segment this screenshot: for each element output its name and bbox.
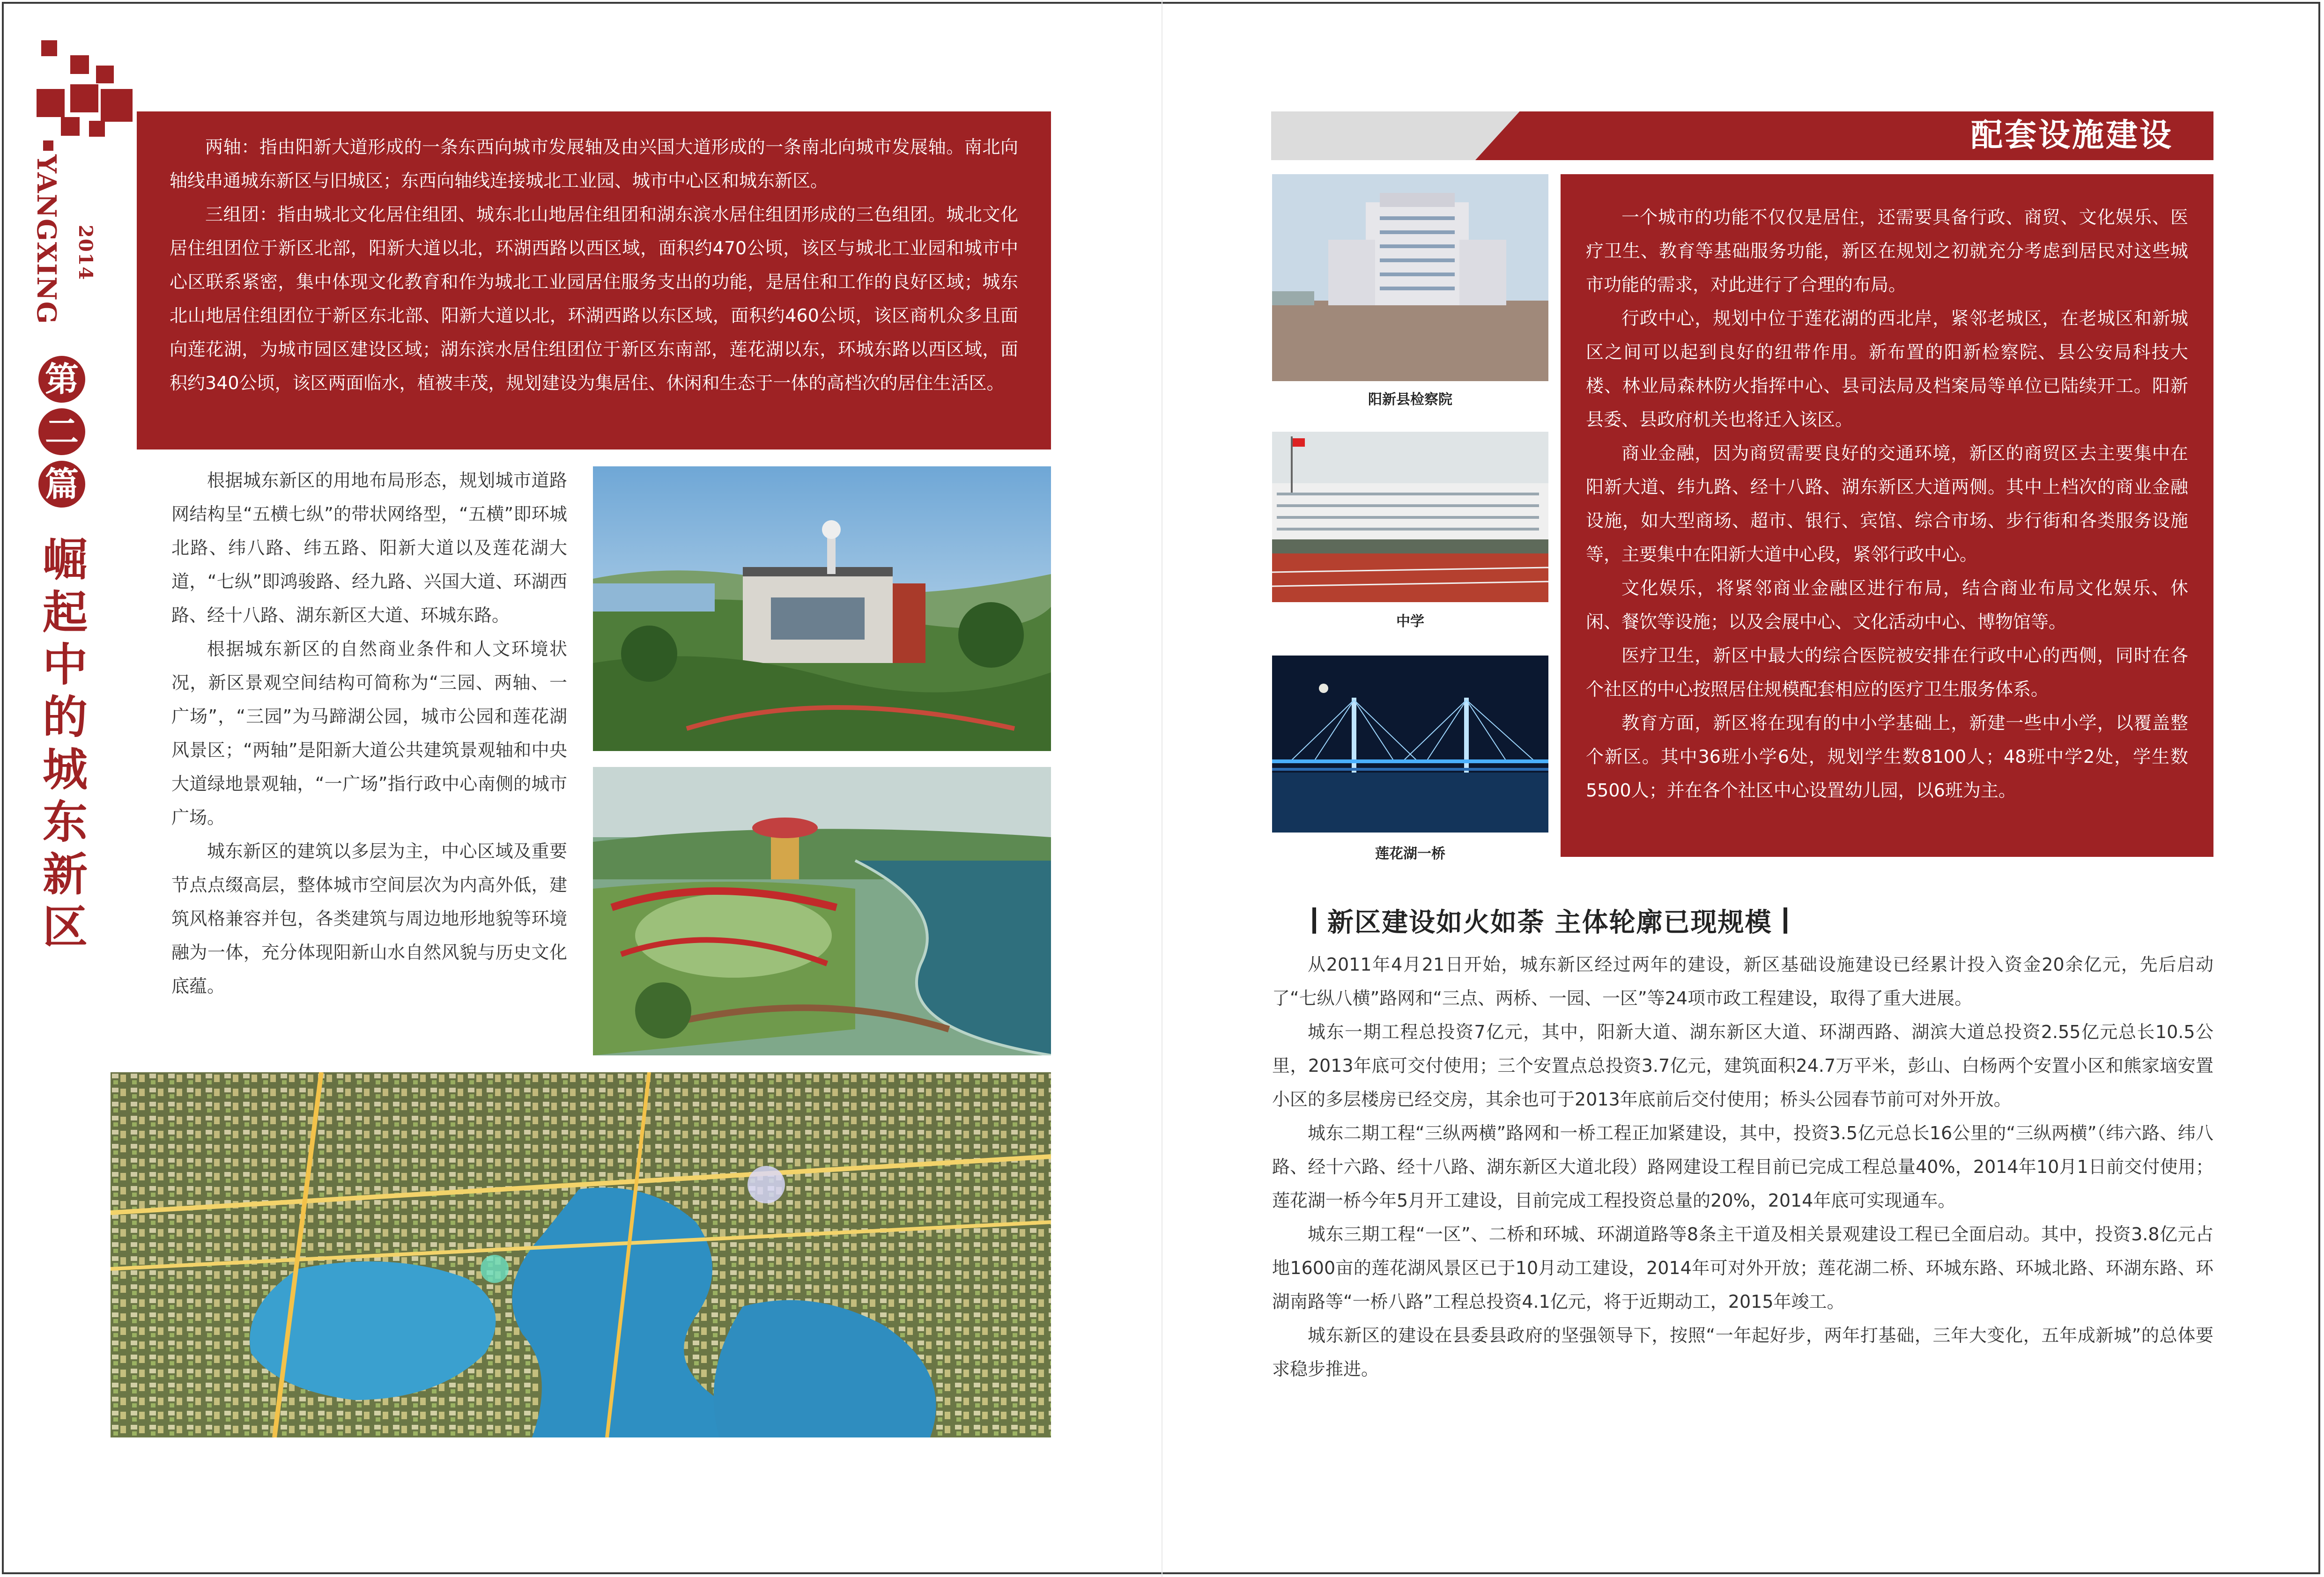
chapter-char: 第 [38, 356, 85, 403]
paragraph: 城东新区的建筑以多层为主，中心区域及重要节点点缀高层，整体城市空间层次为内高外低，建筑风格兼容并包，各类建筑与周边地形地貌等环境融为一体，充分体现阳新山水自然风貌与历史文化底蕴。 [171, 841, 567, 996]
chapter-title-char: 的 [43, 691, 88, 744]
building-rendering-image [593, 466, 1051, 751]
section-banner-title: 配套设施建设 [1970, 117, 2173, 154]
chapter-marker [38, 356, 90, 513]
paragraph: 根据城东新区的自然商业条件和人文环境状况，新区景观空间结构可简称为“三园、两轴、一广场”，“三园”为马蹄湖公园，城市公园和莲花湖风景区；“两轴”是阳新大道公共建筑景观轴和中央大道绿地景观轴，“一广场”指行政中心南侧的城市广场。 [171, 639, 567, 828]
paragraph: 商业金融，因为商贸需要良好的交通环境，新区的商贸区去主要集中在阳新大道、纬九路、经十八路、湖东新区大道两侧。其中上档次的商业金融设施，如大型商场、超市、银行、宾馆、综合市场、步行街和各类服务设施等，主要集中在阳新大道中心段，紧邻行政中心。 [1586, 443, 2188, 565]
construction-progress-text [1272, 948, 2213, 1386]
paragraph: 城东新区的建设在县委县政府的坚强领导下，按照“一年起好步，两年打基础，三年大变化，五年成新城”的总体要求稳步推进。 [1272, 1325, 2213, 1379]
paragraph: 从2011年4月21日开始，城东新区经过两年的建设，新区基础设施建设已经累计投入资金20余亿元，先后启动了“七纵八横”路网和“三点、两桥、一园、一区”等24项市政工程建设，取得了重大进展。 [1272, 954, 2213, 1009]
chapter-title-char: 区 [43, 900, 88, 953]
axis-cluster-box [137, 111, 1051, 450]
middle-school-photo [1272, 432, 1548, 602]
planning-text [171, 464, 567, 1003]
section-heading [1312, 902, 2202, 939]
brand-vertical [29, 155, 67, 351]
bridge-night-photo [1272, 656, 1548, 833]
chapter-title-char: 新 [43, 848, 88, 901]
heading-bar-right [1784, 907, 1787, 934]
chapter-char: 篇 [38, 461, 85, 508]
heading-bar-left [1312, 907, 1316, 934]
chapter-title [39, 534, 91, 953]
paragraph: 一个城市的功能不仅仅是居住，还需要具备行政、商贸、文化娱乐、医疗卫生、教育等基础服务功能，新区在规划之初就充分考虑到居民对这些城市功能的需求，对此进行了合理的布局。 [1586, 207, 2188, 295]
year: 2014 [74, 225, 96, 281]
section-heading-text: 新区建设如火如荼 主体轮廓已现规模 [1327, 907, 1772, 938]
photo-caption: 莲花湖一桥 [1375, 846, 1445, 862]
city-model-photo [111, 1072, 1051, 1437]
facilities-box [1561, 174, 2213, 857]
chapter-title-char: 城 [43, 743, 88, 796]
paragraph: 文化娱乐，将紧邻商业金融区进行布局，结合商业布局文化娱乐、休闲、餐饮等设施；以及会展中心、文化活动中心、博物馆等。 [1586, 578, 2188, 632]
year-vertical [64, 225, 101, 318]
brand-en: YANGXING [31, 155, 62, 325]
park-rendering-image [593, 767, 1051, 1055]
procuratorate-photo [1272, 174, 1548, 381]
paragraph: 两轴：指由阳新大道形成的一条东西向城市发展轴及由兴国大道形成的一条南北向城市发展轴。南北向轴线串通城东新区与旧城区；东西向轴线连接城北工业园、城市中心区和城东新区。 [170, 137, 1018, 191]
paragraph: 三组团：指由城北文化居住组团、城东北山地居住组团和湖东滨水居住组团形成的三色组团。城北文化居住组团位于新区北部，阳新大道以北，环湖西路以西区域，面积约470公顷，该区与城北工业园和城市中心区联系紧密，集中体现文化教育和作为城北工业园居住服务支出的功能，是居住和工作的良好区域；城东北山地居住组团位于新区东北部、阳新大道以北，环湖西路以东区域，面积约460公顷，该区商机众多且面向莲花湖，为城市园区建设区域；湖东滨水居住组团位于新区东南部，莲花湖以东，环城东路以西区域，面积约340公顷，该区两面临水，植被丰茂，规划建设为集居住、休闲和生态于一体的高档次的居住生活区。 [170, 204, 1018, 393]
paragraph: 行政中心，规划中位于莲花湖的西北岸，紧邻老城区，在老城区和新城区之间可以起到良好的纽带作用。新布置的阳新检察院、县公安局科技大楼、林业局森林防火指挥中心、县司法局及档案局等单位已陆续开工。阳新县委、县政府机关也将迁入该区。 [1586, 308, 2188, 430]
paragraph: 城东三期工程“一区”、二桥和环城、环湖道路等8条主干道及相关景观建设工程已全面启动。其中，投资3.8亿元占地1600亩的莲花湖风景区已于10月动工建设，2014年可对外开放；莲花湖二桥、环城东路、环城北路、环湖东路、环湖南路等“一桥八路”工程总投资4.1亿元，将于近期动工，2015年竣工。 [1272, 1224, 2213, 1312]
chapter-title-char: 东 [43, 796, 88, 848]
photo-caption: 中学 [1396, 613, 1424, 630]
paragraph: 根据城东新区的用地布局形态，规划城市道路网结构呈“五横七纵”的带状网络型，“五横”即环城北路、纬八路、纬五路、阳新大道以及莲花湖大道，“七纵”即鸿骏路、经九路、兴国大道、环湖西路、经十八路、湖东新区大道、环城东路。 [171, 470, 567, 626]
paragraph: 城东二期工程“三纵两横”路网和一桥工程正加紧建设，其中，投资3.5亿元总长16公里的“三纵两横”（纬六路、纬八路、经十六路、经十八路、湖东新区大道北段）路网建设工程目前已完成工程总量40%，2014年10月1日前交付使用；莲花湖一桥今年5月开工建设，目前完成工程投资总量的20%，2014年底可实现通车。 [1272, 1123, 2213, 1211]
chapter-char: 二 [38, 408, 85, 455]
chapter-title-char: 崛 [43, 533, 88, 586]
chapter-title-char: 中 [43, 638, 88, 691]
photo-caption: 阳新县检察院 [1368, 391, 1452, 408]
paragraph: 城东一期工程总投资7亿元，其中，阳新大道、湖东新区大道、环湖西路、湖滨大道总投资2.55亿元总长10.5公里，2013年底可交付使用；三个安置点总投资3.7亿元，建筑面积24.7万平米，彭山、白杨两个安置小区和熊家垴安置小区的多层楼房已经交房，其余也可于2013年底前后交付使用；桥头公园春节前可对外开放。 [1272, 1022, 2213, 1110]
chapter-title-char: 起 [43, 586, 88, 639]
paragraph: 教育方面，新区将在现有的中小学基础上，新建一些中小学，以覆盖整个新区。其中36班小学6处，规划学生数8100人；48班中学2处，学生数5500人；并在各个社区中心设置幼儿园，以6班为主。 [1586, 713, 2188, 801]
paragraph: 医疗卫生，新区中最大的综合医院被安排在行政中心的西侧，同时在各个社区的中心按照居住规模配套相应的医疗卫生服务体系。 [1586, 645, 2188, 700]
